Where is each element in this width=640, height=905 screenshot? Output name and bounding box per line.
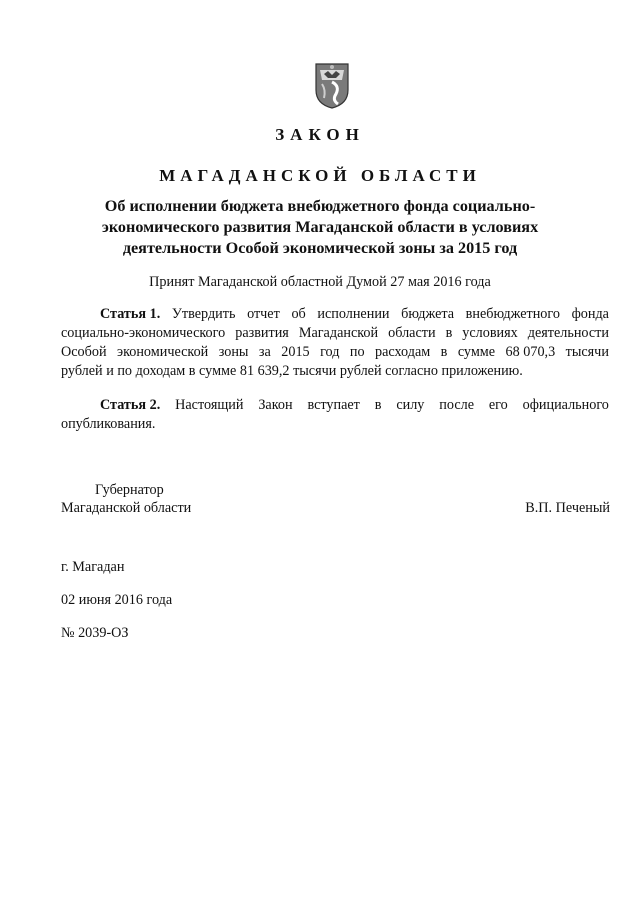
word: тысячи [565,344,609,360]
title-line: Об исполнении бюджета внебюджетного фонда социально- [104,197,536,215]
word: в [440,344,448,360]
law-title [0,196,640,259]
word: внебюджетного [465,306,560,322]
word: фонда [571,306,609,322]
word: год [320,344,340,360]
word: об [291,306,306,322]
word: деятельности [527,325,609,341]
article-1-line-4: рублей и по доходам в сумме 81 639,2 тысячи рублей согласно приложению. [61,363,523,379]
word: отчет [247,306,280,322]
law-heading: ЗАКОН [275,125,365,144]
article-1-label: Статья 1. [100,306,161,322]
word: области [388,325,436,341]
word: в [445,325,453,341]
word: Утвердить [171,306,236,322]
word: условиях [462,325,518,341]
word: официального [522,397,609,413]
title-line: экономического развития Магаданской области в условиях [101,218,539,236]
word: его [488,397,508,413]
word: социально-экономического [61,325,226,341]
word: расходам [375,344,431,360]
date-line: 02 июня 2016 года [61,592,173,608]
article-1-line-2 [61,324,609,343]
article-2-line-1 [61,396,609,415]
coat-of-arms-icon [312,60,352,110]
article-2-line-2: опубликования. [61,416,156,432]
word: экономической [116,344,209,360]
word: после [439,397,474,413]
word: по [349,344,365,360]
word: силу [396,397,425,413]
signature-title: Губернатор [95,482,164,498]
word: 2015 [281,344,310,360]
article-1-line-1 [61,305,609,324]
word: Магаданской [298,325,379,341]
word: вступает [307,397,360,413]
adoption-line: Принят Магаданской областной Думой 27 мая 2016 года [149,274,491,290]
law-number: № 2039-ОЗ [61,625,129,641]
article-1-line-3 [61,343,609,362]
word: развития [235,325,289,341]
word: зоны [218,344,249,360]
article-2-label: Статья 2. [100,397,161,413]
word: в [374,397,382,413]
article-2 [61,396,609,434]
title-line: деятельности Особой экономической зоны за 2015 год [122,239,518,257]
region-heading: МАГАДАНСКОЙ ОБЛАСТИ [159,166,481,185]
word: бюджета [401,306,455,322]
word: за [258,344,271,360]
word: Закон [258,397,293,413]
word: Особой [61,344,107,360]
article-1 [61,305,609,381]
word: 68 070,3 [505,344,556,360]
city-line: г. Магадан [61,559,125,575]
signatory-name: В.П. Печеный [525,500,610,516]
word: сумме [457,344,496,360]
word: Настоящий [175,397,244,413]
word: исполнении [317,306,390,322]
signature-region: Магаданской области [61,500,192,516]
